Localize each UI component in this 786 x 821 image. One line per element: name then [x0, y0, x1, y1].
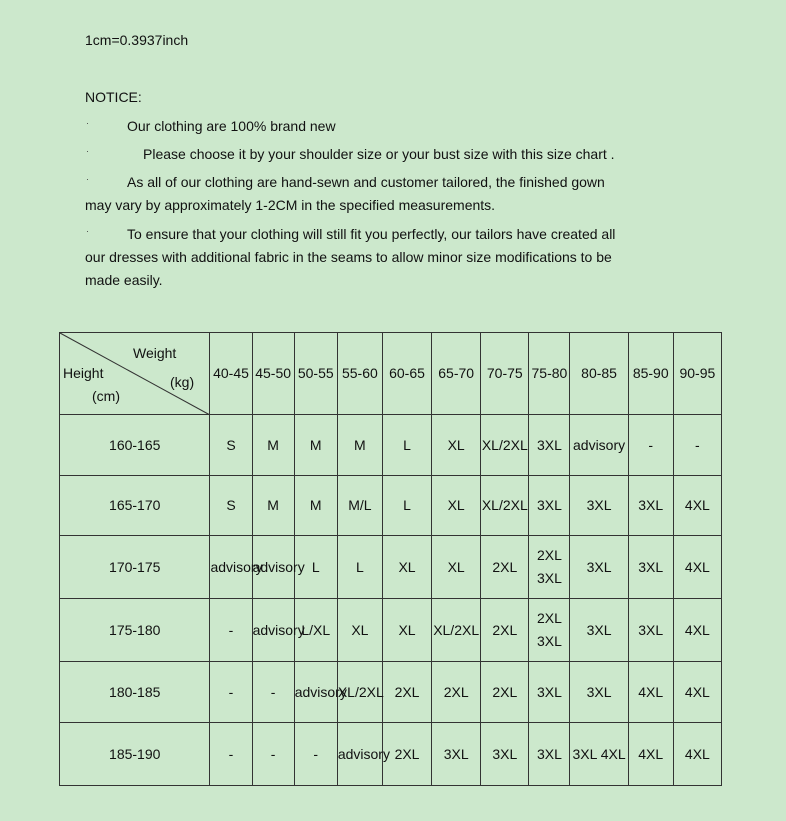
bullet-dot: · — [86, 226, 89, 236]
size-cell: XL — [382, 536, 431, 599]
size-cell: 3XL — [628, 599, 673, 662]
size-cell: M — [252, 415, 294, 476]
height-cell: 175-180 — [60, 599, 210, 662]
size-cell: 3XL — [529, 723, 570, 786]
size-cell: 3XL — [481, 723, 529, 786]
table-corner-header — [60, 333, 210, 415]
bullet-dot: · — [86, 118, 89, 128]
table-row — [60, 599, 722, 662]
table-row — [60, 536, 722, 599]
size-cell: 3XL — [432, 723, 481, 786]
size-cell: 3XL — [570, 662, 628, 723]
unit-conversion: 1cm=0.3937inch — [85, 32, 189, 48]
weight-header-cell: 75-80 — [529, 333, 570, 415]
size-cell: 4XL — [673, 723, 721, 786]
weight-header-cell: 55-60 — [337, 333, 382, 415]
weight-header-cell: 85-90 — [628, 333, 673, 415]
notice-line: Please choose it by your shoulder size or your bust size with this size chart . — [143, 146, 615, 162]
size-cell: 4XL — [673, 476, 721, 536]
size-cell: 4XL — [673, 599, 721, 662]
size-cell: 3XL — [570, 599, 628, 662]
size-cell: 4XL — [628, 662, 673, 723]
weight-header-cell: 50-55 — [294, 333, 337, 415]
size-cell: S — [210, 476, 252, 536]
height-unit-label: (cm) — [92, 388, 120, 404]
weight-header-cell: 80-85 — [570, 333, 628, 415]
notice-line: Our clothing are 100% brand new — [127, 118, 336, 134]
size-cell: 2XL 3XL — [529, 536, 570, 599]
notice-line: our dresses with additional fabric in the seams to allow minor size modifications to be — [85, 249, 612, 265]
weight-header-cell: 45-50 — [252, 333, 294, 415]
table-row — [60, 415, 722, 476]
size-cell: 4XL — [628, 723, 673, 786]
size-cell: M — [294, 415, 337, 476]
table-row — [60, 723, 722, 786]
size-cell: 2XL — [481, 536, 529, 599]
size-cell: - — [210, 723, 252, 786]
size-cell: advisory — [252, 599, 294, 662]
size-cell: XL/2XL — [432, 599, 481, 662]
size-cell: XL — [337, 599, 382, 662]
size-chart-table — [59, 332, 722, 786]
table-row — [60, 662, 722, 723]
size-cell: 4XL — [673, 536, 721, 599]
size-cell: 3XL — [570, 476, 628, 536]
weight-header-cell: 65-70 — [432, 333, 481, 415]
size-cell: L — [382, 415, 431, 476]
size-cell: 3XL 4XL — [570, 723, 628, 786]
height-cell: 160-165 — [60, 415, 210, 476]
size-cell: XL — [432, 536, 481, 599]
height-cell: 170-175 — [60, 536, 210, 599]
size-cell: 2XL — [432, 662, 481, 723]
height-cell: 185-190 — [60, 723, 210, 786]
size-cell: - — [294, 723, 337, 786]
size-cell: XL — [432, 476, 481, 536]
size-cell: 2XL — [481, 599, 529, 662]
bullet-dot: · — [86, 146, 89, 156]
notice-line: made easily. — [85, 272, 163, 288]
size-cell: - — [210, 662, 252, 723]
size-cell: M — [252, 476, 294, 536]
weight-header-cell: 90-95 — [673, 333, 721, 415]
notice-title: NOTICE: — [85, 89, 142, 105]
size-cell: - — [210, 599, 252, 662]
size-cell: advisory — [210, 536, 252, 599]
size-cell: advisory — [337, 723, 382, 786]
size-cell: M/L — [337, 476, 382, 536]
size-cell: 3XL — [529, 662, 570, 723]
size-cell: XL — [382, 599, 431, 662]
size-cell: XL/2XL — [337, 662, 382, 723]
notice-line: As all of our clothing are hand-sewn and customer tailored, the finished gown — [127, 174, 605, 190]
size-cell: - — [252, 723, 294, 786]
size-cell: XL/2XL — [481, 415, 529, 476]
size-cell: - — [252, 662, 294, 723]
size-cell: 2XL — [382, 662, 431, 723]
size-cell: - — [673, 415, 721, 476]
weight-header-cell: 70-75 — [481, 333, 529, 415]
size-cell: - — [628, 415, 673, 476]
size-cell: 4XL — [673, 662, 721, 723]
size-cell: 3XL — [628, 476, 673, 536]
weight-unit-label: (kg) — [170, 374, 195, 390]
size-cell: advisory — [294, 662, 337, 723]
size-cell: 3XL — [570, 536, 628, 599]
table-row — [60, 476, 722, 536]
weight-header-cell: 60-65 — [382, 333, 431, 415]
weight-header-cell: 40-45 — [210, 333, 252, 415]
weight-axis-label: Weight — [133, 345, 177, 361]
height-cell: 165-170 — [60, 476, 210, 536]
size-cell: advisory — [570, 415, 628, 476]
size-cell: L — [294, 536, 337, 599]
size-cell: L — [337, 536, 382, 599]
bullet-dot: · — [86, 174, 89, 184]
size-cell: advisory — [252, 536, 294, 599]
size-cell: 2XL 3XL — [529, 599, 570, 662]
size-cell: S — [210, 415, 252, 476]
size-cell: L/XL — [294, 599, 337, 662]
size-cell: 2XL — [481, 662, 529, 723]
height-cell: 180-185 — [60, 662, 210, 723]
size-cell: XL/2XL — [481, 476, 529, 536]
size-cell: 3XL — [529, 415, 570, 476]
size-cell: L — [382, 476, 431, 536]
size-cell: 3XL — [529, 476, 570, 536]
size-cell: M — [294, 476, 337, 536]
size-cell: M — [337, 415, 382, 476]
size-cell: XL — [432, 415, 481, 476]
size-cell: 2XL — [382, 723, 431, 786]
size-cell: 3XL — [628, 536, 673, 599]
height-axis-label: Height — [63, 365, 104, 381]
notice-line: To ensure that your clothing will still fit you perfectly, our tailors have created all — [127, 226, 616, 242]
notice-line: may vary by approximately 1-2CM in the specified measurements. — [85, 197, 496, 213]
